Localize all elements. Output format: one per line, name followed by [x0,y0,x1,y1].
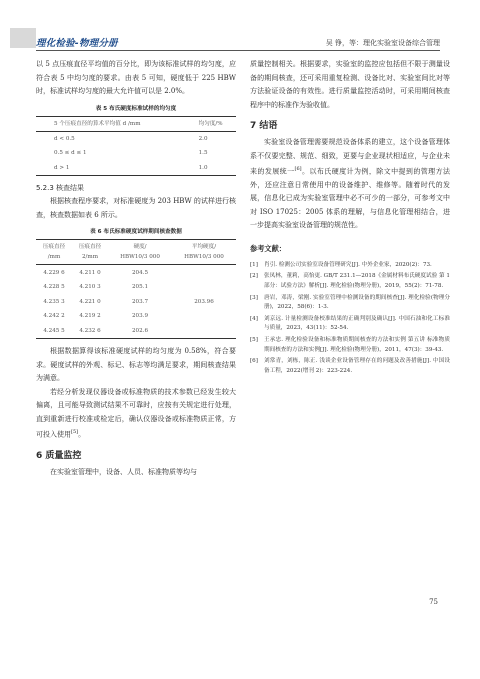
references-heading: 参考文献： [250,243,286,253]
table-cell: 4.219 2 [79,313,101,320]
reference-item: [1] 肖引. 检测公司实验室设备管理研究[J]. 中外企业家，2020(2)：73. [250,261,432,268]
table-cell: 1.5 [198,150,208,157]
paragraph: 在实验室管理中，设备、人员、标准物质等均与 [50,468,197,477]
table-row [36,131,236,146]
reference-item: [5] 王承忠. 理化检验设备和标准物质期间核查的方法和实例 第五讲 标准物质期间核查的方法和实例[J]. 理化检验(物理分册)，2011，47(3)：39-43. [250,336,450,353]
table-cell: 4.235 3 [43,298,65,305]
citation[interactable]: [6] [294,166,302,172]
references-list [250,261,450,377]
reference-item: [2] 张凤林，董莉，高怡更. GB/T 231.1—2018《金属材料布氏硬度试验 第 1 部分：试验方法》解析[J]. 理化检验(物理分册)，2019，55(2)：71-78. [250,273,450,290]
table-cell: d < 0.5 [54,135,75,142]
reference-item: [3] 唐岩，邓涛，梁刚. 实验室管理中检测设备的期间核查[J]. 理化检验(物理分册)，2022，58(6)：1-3. [250,294,450,311]
table-cell: 4.245 5 [43,327,65,334]
page-number: 75 [429,598,438,606]
table-cell: 4.211 0 [79,269,101,276]
table-5 [36,116,236,177]
table-cell: d > 1 [54,164,70,171]
table-header: 平均硬度/ HBW10/3 000 [184,244,224,261]
table-row [36,265,236,280]
paragraph: 实验室设备管理需要规范设备体系的建立，这个设备管理体系不仅要完整、规范、细致，更要与企业现状相适应，与企业未来的发展统一[6]。以布氏硬度计为例，除文中提到的管理方法外，还应注意日常使用中的设备维护、维修等。随着时代的发展，信息化已成为实验室管理中必不可少的一部分，可参考文中对 ISO 17025：2005 体系的理解，与信息化管理相结合，进一步提高实验室设备管理的规范性。 [250,138,451,230]
table-cell: 205.1 [132,284,149,291]
table-cell: 4.228 5 [43,284,65,291]
running-head: 吴 铮，等：理化实验室设备综合管理 [325,39,440,47]
table-cell: 202.6 [132,327,149,334]
table-cell: 2.0 [198,135,208,142]
left-column [36,58,236,480]
table-cell: 4.232 6 [79,327,101,334]
mean-hardness-cell: 203.96 [194,298,214,305]
table-header: 压痕直径 2/mm [78,244,102,261]
header-rule [36,50,440,51]
table-cell: 1.0 [198,164,208,171]
paragraph: 质量控制相关。根据要求，实验室的监控应包括但不限于测量设备的期间核查，还可采用重复检测、设备比对、实验室间比对等方法验证设备的有效性。进行质量监控活动时，可采用期间核查程序中的标准作为验收值。 [250,60,450,109]
paragraph: 根据核查程序要求，对标准硬度为 203 HBW 的试样进行核查，核查数据如表 6 所示。 [36,197,236,219]
reference-item: [6] 刘常青，刘栋，陈正. 浅谈企业设备管理存在的问题及改善措施[J]. 中国设备工程，2022(增刊 2)：223-224. [250,358,450,374]
table-header: 均匀度/% [198,120,223,127]
journal-logo-block [10,28,36,48]
table-cell: 203.9 [132,313,149,320]
table-cell: 4.229 6 [43,269,65,276]
paragraph: 若经分析发现仪器设备或标准物质的技术参数已经发生较大偏离，且可能导致测试结果不可靠时，应按有关规定进行处理，直到重新进行校准或检定后，确认仪器设备或标准物质正常，方可投入使用[5]。 [36,387,236,439]
table-cell: 204.5 [132,269,149,276]
right-column [250,58,450,378]
table-header: 5 个压痕直径的算术平均值 d /mm [54,120,141,127]
table-header: 压痕直径 /mm [42,244,66,261]
table-cell: 4.242 2 [43,313,65,320]
table-row [36,161,236,176]
table-row [36,146,236,161]
journal-logo: 理化检验-物理分册 [36,38,118,49]
reference-item: [4] 刘京远. 计量检测设备校准结果的正确判别及确认[J]. 中国石油和化工标准与质量，2023，43(11)：52-54. [250,315,450,332]
table-6 [36,239,236,339]
section-heading-7: 7 结语 [250,121,278,131]
section-heading-6: 6 质量监控 [36,451,82,462]
table-header: 硬度/ HBW10/3 000 [120,244,160,261]
citation[interactable]: [5] [71,429,79,436]
table-6-caption: 表 6 布氏标准硬度试样期间核查数据 [90,229,182,236]
section-heading-5-2-3: 5.2.3 核查结果 [36,184,85,193]
table-5-caption: 表 5 布氏硬度标准试样的均匀度 [95,105,177,112]
table-cell: 203.7 [132,298,149,305]
paragraph: 以 5 点压痕直径平均值的百分比，即为该标准试样的均匀度，应符合表 5 中均匀度的要求。由表 5 可知，硬度低于 225 HBW 时，标准试样均匀度的最大允许值可以是 2.0%。 [36,60,236,95]
table-cell: 0.5 ≤ d ≤ 1 [54,150,87,157]
table-cell: 4.210 3 [79,284,101,291]
paragraph: 根据数据算得该标准硬度试样的均匀度为 0.58%，符合要求。硬度试样的外观、标记、标志等均满足要求，期间核查结果为满意。 [36,347,236,383]
table-cell: 4.221 0 [79,298,101,305]
